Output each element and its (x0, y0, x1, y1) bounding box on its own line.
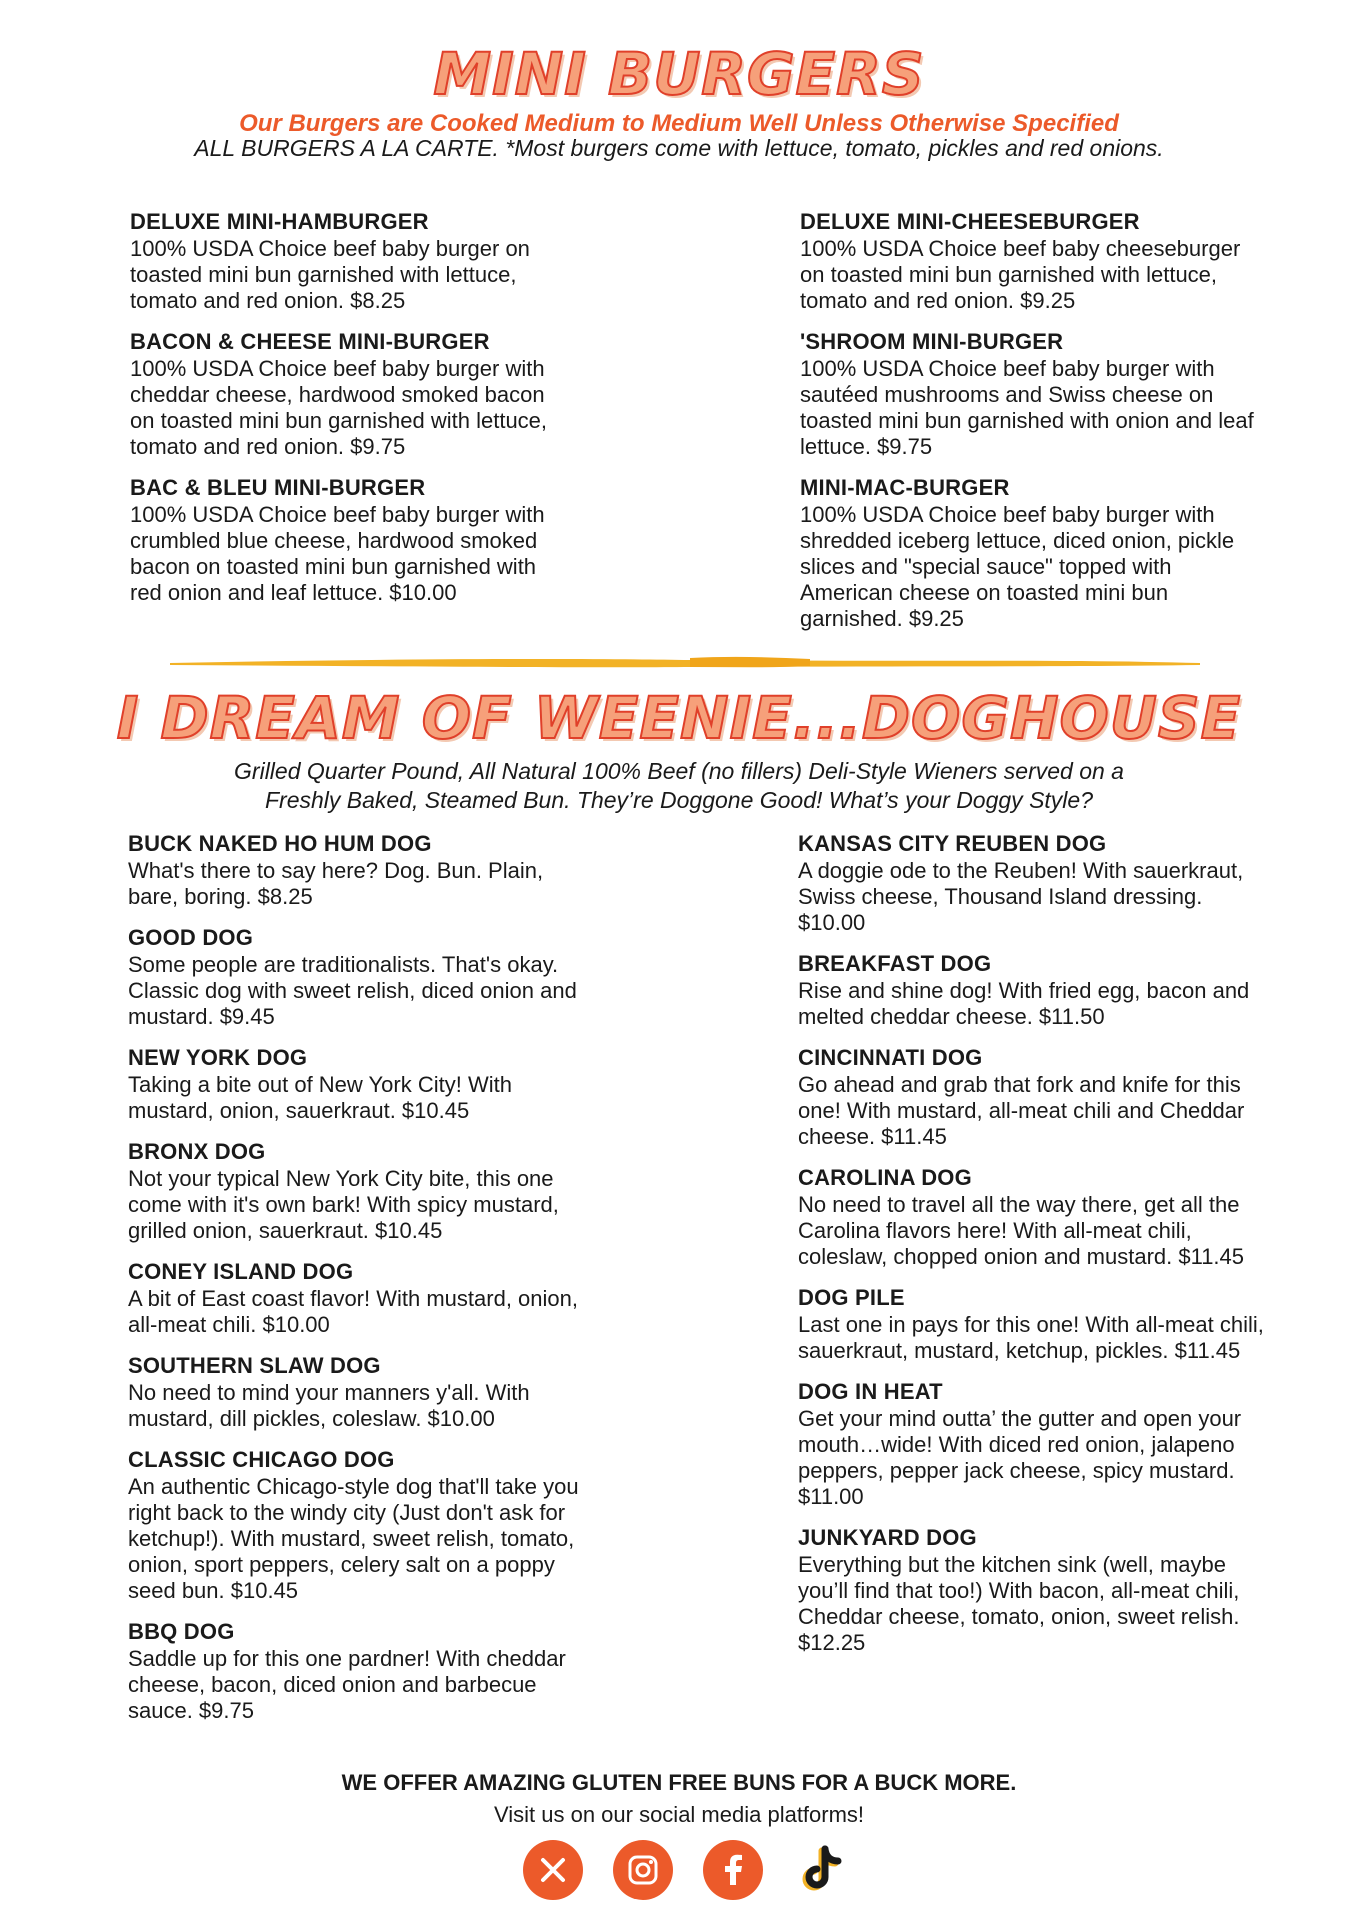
item-name: JUNKYARD DOG (798, 1525, 977, 1550)
menu-item (800, 328, 1260, 460)
item-description: 100% USDA Choice beef baby burger with sautéed mushrooms and Swiss cheese on toasted mini bun garnished with onion and leaf lettuce. $9.75 (800, 356, 1254, 459)
dogs-tagline-line-1: Grilled Quarter Pound, All Natural 100% Beef (no fillers) Deli-Style Wieners served on a (234, 758, 1124, 784)
item-name: BACON & CHEESE MINI-BURGER (130, 329, 490, 354)
burgers-right-column (800, 208, 1260, 646)
item-name: DELUXE MINI-HAMBURGER (130, 209, 429, 234)
dogs-right-column (798, 830, 1268, 1670)
item-description: 100% USDA Choice beef baby burger with cheddar cheese, hardwood smoked bacon on toasted mini bun garnished with lettuce, tomato and red onion. $9.75 (130, 356, 548, 459)
item-name: CINCINNATI DOG (798, 1045, 983, 1070)
item-description: Some people are traditionalists. That's okay. Classic dog with sweet relish, diced onion and mustard. $9.45 (128, 952, 577, 1029)
menu-item (798, 1164, 1268, 1270)
item-name: DOG IN HEAT (798, 1379, 943, 1404)
item-description: Get your mind outta’ the gutter and open your mouth…wide! With diced red onion, jalapeno peppers, pepper jack cheese, spicy mustard. $11.00 (798, 1406, 1242, 1509)
item-description: Not your typical New York City bite, this one come with it's own bark! With spicy mustard, grilled onion, sauerkraut. $10.45 (128, 1166, 559, 1243)
item-name: SOUTHERN SLAW DOG (128, 1353, 381, 1378)
item-description: A doggie ode to the Reuben! With sauerkraut, Swiss cheese, Thousand Island dressing. $10.00 (798, 858, 1244, 935)
facebook-icon[interactable] (703, 1840, 763, 1900)
item-description: 100% USDA Choice beef baby cheeseburger on toasted mini bun garnished with lettuce, tomato and red onion. $9.25 (800, 236, 1241, 313)
item-description: An authentic Chicago-style dog that'll take you right back to the windy city (Just don't ask for ketchup!). With mustard, sweet relish, tomato, onion, sport peppers, celery salt on a poppy seed bun. $10.45 (128, 1474, 579, 1603)
dogs-title: I DREAM OF WEENIE...DOGHOUSE (116, 684, 1242, 752)
dogs-left-column (128, 830, 588, 1738)
menu-item (128, 1446, 588, 1604)
item-description: Taking a bite out of New York City! With mustard, onion, sauerkraut. $10.45 (128, 1072, 512, 1123)
item-description: Last one in pays for this one! With all-meat chili, sauerkraut, mustard, ketchup, pickles. $11.45 (798, 1312, 1264, 1363)
item-description: 100% USDA Choice beef baby burger with shredded iceberg lettuce, diced onion, pickle slices and "special sauce" topped with American cheese on toasted mini bun garnished. $9.25 (800, 502, 1235, 631)
menu-item (798, 950, 1268, 1030)
menu-item (798, 1378, 1268, 1510)
item-description: What's there to say here? Dog. Bun. Plain, bare, boring. $8.25 (128, 858, 544, 909)
instagram-icon[interactable] (613, 1840, 673, 1900)
menu-item (800, 474, 1260, 632)
menu-item (798, 1524, 1268, 1656)
menu-item (128, 1138, 588, 1244)
social-invite: Visit us on our social media platforms! (493, 1802, 865, 1827)
tiktok-icon[interactable] (793, 1840, 853, 1900)
item-description: A bit of East coast flavor! With mustard, onion, all-meat chili. $10.00 (128, 1286, 578, 1337)
menu-item (128, 830, 588, 910)
item-name: BREAKFAST DOG (798, 951, 992, 976)
item-name: BBQ DOG (128, 1619, 235, 1644)
item-description: Rise and shine dog! With fried egg, bacon and melted cheddar cheese. $11.50 (798, 978, 1250, 1029)
item-name: DELUXE MINI-CHEESEBURGER (800, 209, 1140, 234)
item-name: NEW YORK DOG (128, 1045, 308, 1070)
menu-item (128, 1044, 588, 1124)
menu-item (798, 1044, 1268, 1150)
item-description: Go ahead and grab that fork and knife for this one! With mustard, all-meat chili and Cheddar cheese. $11.45 (798, 1072, 1245, 1149)
item-name: BRONX DOG (128, 1139, 266, 1164)
item-description: 100% USDA Choice beef baby burger on toasted mini bun garnished with lettuce, tomato and red onion. $8.25 (130, 236, 530, 313)
section-divider (170, 655, 1200, 669)
item-name: MINI-MAC-BURGER (800, 475, 1010, 500)
burgers-subtitle: Our Burgers are Cooked Medium to Medium Well Unless Otherwise Specified (239, 110, 1119, 137)
menu-item (130, 328, 570, 460)
social-icons (508, 1840, 868, 1906)
menu-item (128, 1258, 588, 1338)
item-description: Saddle up for this one pardner! With cheddar cheese, bacon, diced onion and barbecue sauce. $9.75 (128, 1646, 566, 1723)
item-name: BAC & BLEU MINI-BURGER (130, 475, 426, 500)
menu-item (130, 474, 570, 606)
x-icon[interactable] (523, 1840, 583, 1900)
item-description: No need to travel all the way there, get all the Carolina flavors here! With all-meat chili, coleslaw, chopped onion and mustard. $11.45 (798, 1192, 1245, 1269)
item-name: CONEY ISLAND DOG (128, 1259, 354, 1284)
menu-item (798, 830, 1268, 936)
item-name: DOG PILE (798, 1285, 905, 1310)
gluten-free-note: WE OFFER AMAZING GLUTEN FREE BUNS FOR A BUCK MORE. (341, 1770, 1017, 1795)
item-name: BUCK NAKED HO HUM DOG (128, 831, 432, 856)
menu-item (128, 1352, 588, 1432)
menu-item (128, 924, 588, 1030)
menu-item (130, 208, 570, 314)
burgers-title: MINI BURGERS (433, 40, 925, 108)
menu-item (800, 208, 1260, 314)
item-description: No need to mind your manners y'all. With mustard, dill pickles, coleslaw. $10.00 (128, 1380, 530, 1431)
item-description: Everything but the kitchen sink (well, maybe you’ll find that too!) With bacon, all-meat chili, Cheddar cheese, tomato, onion, sweet relish. $12.25 (798, 1552, 1240, 1655)
item-name: CAROLINA DOG (798, 1165, 972, 1190)
burgers-note: ALL BURGERS A LA CARTE. *Most burgers come with lettuce, tomato, pickles and red onions. (194, 135, 1164, 161)
item-description: 100% USDA Choice beef baby burger with crumbled blue cheese, hardwood smoked bacon on toasted mini bun garnished with red onion and leaf lettuce. $10.00 (130, 502, 545, 605)
item-name: KANSAS CITY REUBEN DOG (798, 831, 1107, 856)
menu-item (128, 1618, 588, 1724)
item-name: CLASSIC CHICAGO DOG (128, 1447, 395, 1472)
item-name: 'SHROOM MINI-BURGER (800, 329, 1064, 354)
burgers-left-column (130, 208, 570, 620)
dogs-tagline-line-2: Freshly Baked, Steamed Bun. They’re Doggone Good! What’s your Doggy Style? (264, 787, 1093, 813)
item-name: GOOD DOG (128, 925, 254, 950)
menu-item (798, 1284, 1268, 1364)
